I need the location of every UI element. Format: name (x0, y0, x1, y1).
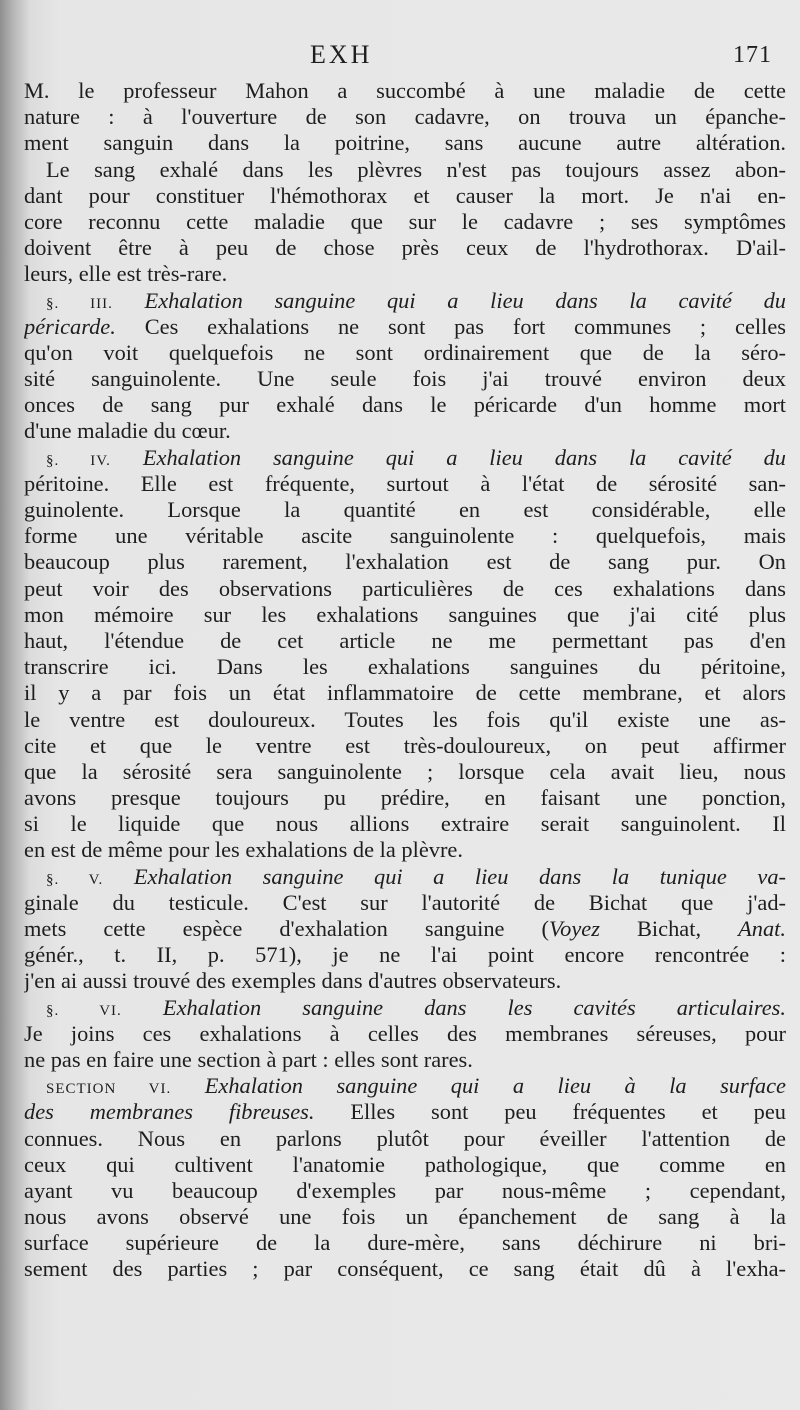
text-line: haut, l'étendue de cet article ne me permettant pas d'en (24, 627, 786, 653)
text-line: forme une véritable ascite sanguinolente : quelquefois, mais (24, 523, 786, 549)
text-line: il y a par fois un état inflammatoire de cette membrane, et alors (24, 680, 786, 706)
text-line: le ventre est douloureux. Toutes les fois qu'il existe une as- (24, 706, 786, 732)
text-line: Je joins ces exhalations à celles des membranes séreuses, pour (24, 1020, 786, 1046)
section-heading-line (24, 445, 786, 471)
text-line: nature : à l'ouverture de son cadavre, on trouva un épanche- (24, 104, 786, 130)
text-line: cite et que le ventre est très-douloureux, on peut affirmer (24, 732, 786, 758)
section-title: péricarde. (24, 313, 116, 339)
text-line: péritoine. Elle est fréquente, surtout à l'état de sérosité san- (24, 470, 786, 496)
section-number: §. IV. (46, 452, 111, 469)
text-span: mets cette espèce d'exhalation sanguine ( (24, 916, 549, 941)
text-line (24, 916, 786, 942)
text-line: ginale du testicule. C'est sur l'autorité de Bichat que j'ad- (24, 889, 786, 915)
text-line: leurs, elle est très-rare. (24, 261, 228, 287)
page-number: 171 (733, 42, 772, 68)
text-line: mon mémoire sur les exhalations sanguines que j'ai cité plus (24, 601, 786, 627)
text-line: surface supérieure de la dure-mère, sans déchirure ni bri- (24, 1230, 786, 1256)
page-header (0, 40, 800, 80)
section-number: §. III. (46, 295, 113, 312)
section-heading-line (24, 995, 786, 1021)
text-line: avons presque toujours pu prédire, en faisant une ponction, (24, 785, 786, 811)
running-head: EXH (310, 40, 373, 69)
section-number: §. V. (46, 871, 104, 888)
reference-title: Anat. (738, 916, 786, 941)
text-line: que la sérosité sera sanguinolente ; lorsque cela avait lieu, nous (24, 758, 786, 784)
section-heading-line (24, 1073, 786, 1099)
body-text (24, 78, 786, 1283)
text-line: sité sanguinolente. Une seule fois j'ai trouvé environ deux (24, 366, 786, 392)
text-line: en est de même pour les exhalations de la plèvre. (24, 837, 463, 863)
section-title: Exhalation sanguine qui a lieu à la surface (204, 1073, 786, 1099)
text-line: M. le professeur Mahon a succombé à une maladie de cette (24, 78, 786, 103)
reference-voyez: Voyez (548, 916, 600, 941)
text-line: onces de sang pur exhalé dans le péricarde d'un homme mort (24, 392, 786, 418)
text-span: Ces exhalations ne sont pas fort communes ; celles (115, 313, 786, 339)
text-line: génér., t. II, p. 571), je ne l'ai point encore rencontrée : (24, 942, 786, 968)
text-line: Le sang exhalé dans les plèvres n'est pas toujours assez abon- (46, 156, 786, 182)
text-line: dant pour constituer l'hémothorax et causer la mort. Je n'ai en- (24, 182, 786, 208)
text-line (24, 314, 786, 340)
text-line: beaucoup plus rarement, l'exhalation est de sang pur. On (24, 549, 786, 575)
text-line: guinolente. Lorsque la quantité en est considérable, elle (24, 497, 786, 522)
text-line: sement des parties ; par conséquent, ce sang était dû à l'exha- (24, 1256, 786, 1282)
text-span: Elles sont peu fréquentes et peu (314, 1099, 786, 1125)
section-heading-line (24, 864, 786, 890)
text-line: j'en ai aussi trouvé des exemples dans d'autres observateurs. (24, 968, 562, 994)
reference-author: Bichat, (637, 916, 702, 941)
section-title: Exhalation sanguine qui a lieu dans la cavité du (144, 287, 786, 313)
section-title: Exhalation sanguine dans les cavités articulaires. (162, 994, 786, 1020)
text-line: connues. Nous en parlons plutôt pour éveiller l'attention de (24, 1125, 786, 1151)
text-line: si le liquide que nous allions extraire serait sanguinolent. Il (24, 811, 786, 837)
text-line: ne pas en faire une section à part : elles sont rares. (24, 1046, 473, 1072)
text-line: transcrire ici. Dans les exhalations sanguines du péritoine, (24, 654, 786, 680)
section-title: Exhalation sanguine qui a lieu dans la cavité du (142, 444, 786, 470)
text-line: core reconnu cette maladie que sur le cadavre ; ses symptômes (24, 208, 786, 234)
text-line: qu'on voit quelquefois ne sont ordinairement que de la séro- (24, 339, 786, 365)
section-number: SECTION VI. (46, 1081, 172, 1098)
text-line: nous avons observé une fois un épanchement de sang à la (24, 1204, 786, 1230)
text-line: doivent être à peu de chose près ceux de l'hydrothorax. D'ail- (24, 235, 786, 261)
section-heading-line (24, 288, 786, 314)
text-line: d'une maladie du cœur. (24, 418, 231, 444)
text-line: ayant vu beaucoup d'exemples par nous-même ; cependant, (24, 1177, 786, 1203)
text-line: ment sanguin dans la poitrine, sans aucune autre altération. (24, 130, 786, 156)
text-line: peut voir des observations particulières de ces exhalations dans (24, 575, 786, 601)
text-line: ceux qui cultivent l'anatomie pathologique, que comme en (24, 1151, 786, 1177)
section-title: Exhalation sanguine qui a lieu dans la tunique va- (133, 863, 786, 889)
section-number: §. VI. (46, 1002, 122, 1019)
section-title: des membranes fibreuses. (24, 1099, 315, 1125)
text-line (24, 1099, 786, 1125)
